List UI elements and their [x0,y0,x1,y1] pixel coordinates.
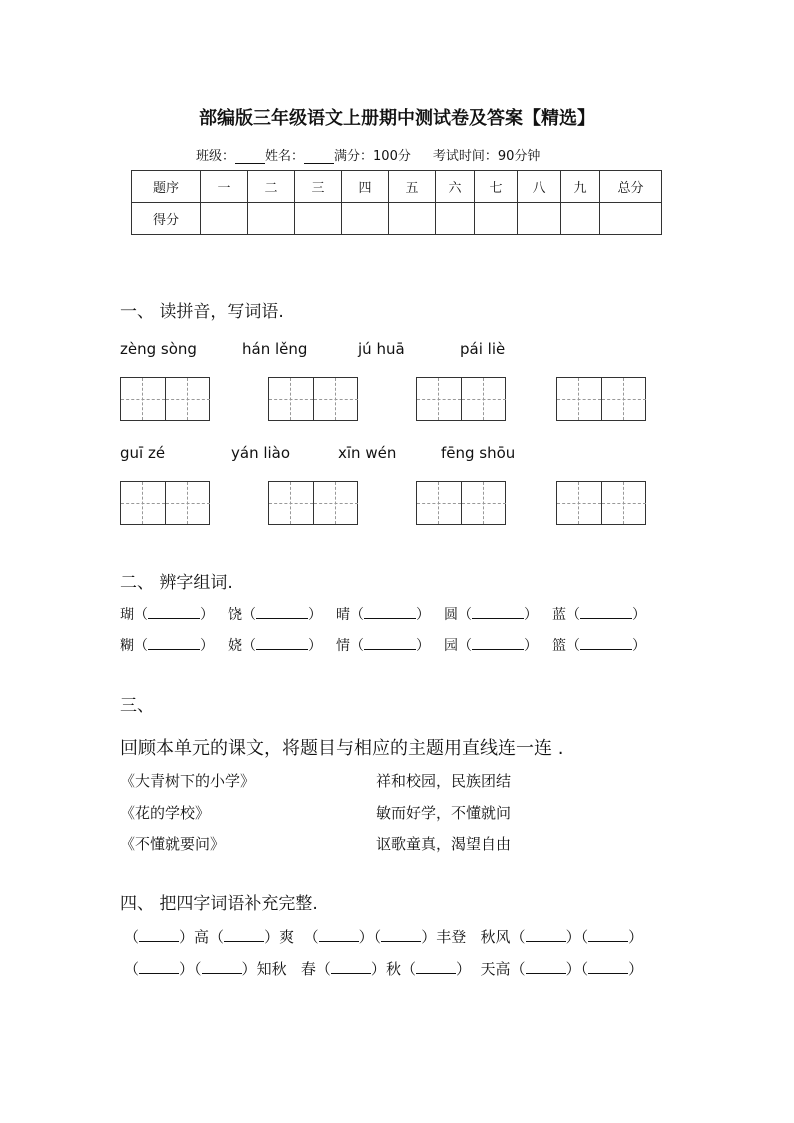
match-right-3[interactable]: 讴歌童真，渴望自由 [376,835,512,853]
idiom-char: 秋风 [480,928,511,946]
answer-blank[interactable] [588,929,628,942]
score-cell[interactable] [342,203,389,235]
score-header-row [132,171,662,203]
name-blank[interactable] [304,150,334,164]
pinyin-5: guī zé [120,444,166,462]
writing-box[interactable] [268,377,358,421]
score-table [131,170,662,235]
exam-time: 考试时间：90分钟 [432,149,541,164]
word-item: 晴（ ） [336,607,430,623]
word-row-2 [120,635,660,655]
score-value-row [132,203,662,235]
writing-box[interactable] [120,481,210,525]
answer-blank[interactable] [319,929,359,942]
match-left-2[interactable]: 《花的学校》 [120,804,211,822]
idiom-char: 春 [300,960,316,978]
section2-heading: 二、 辨字组词. [120,573,233,593]
answer-blank[interactable] [472,637,524,650]
score-cell[interactable] [201,203,248,235]
score-header-cell: 一 [201,171,248,203]
pinyin-6: yán liào [231,444,291,462]
score-header-cell: 二 [248,171,295,203]
pinyin-7: xīn wén [338,444,397,462]
answer-blank[interactable] [526,929,566,942]
word-item: 园（ ） [444,638,538,654]
writing-box[interactable] [556,377,646,421]
answer-blank[interactable] [364,637,416,650]
answer-blank[interactable] [256,606,308,619]
score-header-cell: 五 [389,171,436,203]
idiom-char: 知秋 [256,960,287,978]
answer-blank[interactable] [148,606,200,619]
pinyin-8: fēng shōu [441,444,516,462]
match-right-1[interactable]: 祥和校园，民族团结 [376,772,512,790]
idiom-row-2: （ ）（ ）知秋 春（ ）秋（ ） 天高（ ）（ ） [124,960,644,978]
score-header-cell: 四 [342,171,389,203]
score-cell[interactable] [436,203,475,235]
score-header-cell: 三 [295,171,342,203]
section4-heading: 四、 把四字词语补充完整. [120,894,318,914]
answer-blank[interactable] [580,606,632,619]
score-header-cell: 八 [518,171,561,203]
idiom-char: 高 [194,928,210,946]
answer-blank[interactable] [224,929,264,942]
score-cell[interactable] [389,203,436,235]
writing-box[interactable] [120,377,210,421]
class-label: 班级： [196,149,236,164]
answer-blank[interactable] [364,606,416,619]
pinyin-1: zèng sòng [120,340,197,358]
word-item: 饶（ ） [228,607,322,623]
name-label: 姓名： [265,149,305,164]
match-right-2[interactable]: 敏而好学，不懂就问 [376,804,512,822]
match-left-1[interactable]: 《大青树下的小学》 [120,772,256,790]
answer-blank[interactable] [588,961,628,974]
section3-heading: 三、 [120,696,154,716]
writing-box[interactable] [268,481,358,525]
section3-instruction: 回顾本单元的课文，将题目与相应的主题用直线连一连 . [120,738,564,759]
exam-info [196,145,540,164]
writing-box[interactable] [416,481,506,525]
pinyin-3: jú huā [358,340,405,358]
section1-heading: 一、 读拼音，写词语. [120,302,284,322]
score-cell[interactable] [295,203,342,235]
word-item: 篮（ ） [552,638,646,654]
idiom-char: 天高 [480,960,511,978]
word-item: 糊（ ） [120,638,214,654]
writing-box[interactable] [556,481,646,525]
idiom-char: 秋 [385,960,401,978]
score-cell[interactable] [475,203,518,235]
class-blank[interactable] [235,150,265,164]
idiom-row-1: （ ）高（ ）爽 （ ）（ ）丰登 秋风（ ）（ ） [124,928,644,946]
score-header-cell: 七 [475,171,518,203]
answer-blank[interactable] [381,929,421,942]
word-item: 情（ ） [336,638,430,654]
answer-blank[interactable] [256,637,308,650]
score-header-cell: 九 [561,171,600,203]
score-row-label: 得分 [132,203,201,235]
score-cell[interactable] [561,203,600,235]
pinyin-2: hán lěng [242,340,308,358]
answer-blank[interactable] [139,961,179,974]
score-cell[interactable] [600,203,662,235]
full-marks: 满分：100分 [334,149,411,164]
match-left-3[interactable]: 《不懂就要问》 [120,835,226,853]
answer-blank[interactable] [416,961,456,974]
score-header-cell: 六 [436,171,475,203]
answer-blank[interactable] [526,961,566,974]
answer-blank[interactable] [148,637,200,650]
word-row-1 [120,604,660,624]
word-item: 圆（ ） [444,607,538,623]
pinyin-4: pái liè [460,340,506,358]
answer-blank[interactable] [472,606,524,619]
writing-box[interactable] [416,377,506,421]
answer-blank[interactable] [139,929,179,942]
score-header-cell: 总分 [600,171,662,203]
idiom-char: 丰登 [436,928,467,946]
answer-blank[interactable] [580,637,632,650]
idiom-char: 爽 [279,928,295,946]
word-item: 瑚（ ） [120,607,214,623]
score-cell[interactable] [518,203,561,235]
answer-blank[interactable] [202,961,242,974]
page-title: 部编版三年级语文上册期中测试卷及答案【精选】 [199,108,595,129]
score-header-cell: 题序 [132,171,201,203]
score-cell[interactable] [248,203,295,235]
word-item: 娆（ ） [228,638,322,654]
answer-blank[interactable] [331,961,371,974]
word-item: 蓝（ ） [552,607,646,623]
